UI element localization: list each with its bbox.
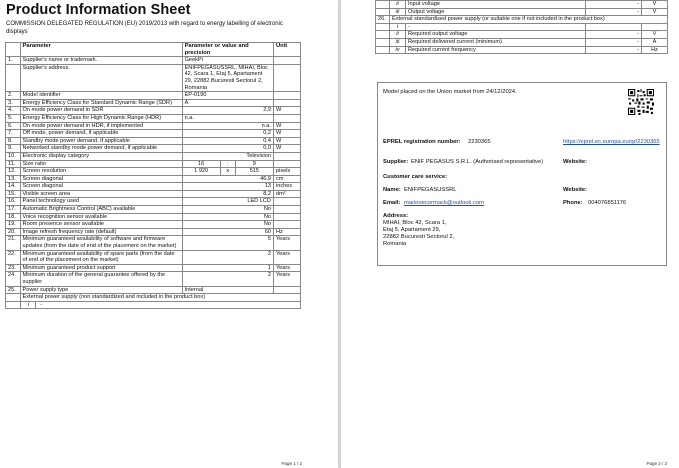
supplier-info-box (377, 82, 667, 266)
name-label: Name: (383, 187, 401, 193)
eprel-number: 2230365 (468, 139, 491, 145)
qr-code-icon[interactable] (628, 89, 654, 115)
table-row: 5. Energy Efficiency Class for High Dynamic Range (HDR) n.a. (6, 114, 301, 122)
table-row (6, 294, 301, 302)
table-row: 3. Energy Efficiency Class for Standard Dynamic Range (SDR) A (6, 99, 301, 107)
table-row: i - (6, 301, 301, 309)
name-value: ENIFPEGASUSSRL (404, 187, 457, 193)
table-row: 22. Minimum guaranteed availability of spare parts (from the date of end of the placement on the market) 2 Years (6, 250, 301, 264)
external-power-supply-text: External power supply (non standardized and included in the product box) (20, 294, 300, 302)
website2-label: Website: (563, 187, 588, 193)
table-row: 26. External standardised power supply (or suitable one if not included in the product box) (376, 16, 668, 24)
table-row: 4. On mode power demand in SDR 2,9 W (6, 107, 301, 115)
table-row: 13. Screen diagonal 46,9 cm (6, 175, 301, 183)
table-row: ii Input voltage - V (376, 1, 668, 9)
table-row: iv Required current frequency - Hz (376, 46, 668, 54)
page-footer: Page 2 / 2 (646, 461, 667, 466)
table-row: 19. Room presence sensor available No (6, 221, 301, 229)
table-row: 25. Power supply type Internal (6, 286, 301, 294)
table-row: 24. Minimum duration of the general guarantee offered by the supplier 2 Years (6, 272, 301, 286)
table-row: 8. Standby mode power demand, if applicable 0,4 W (6, 137, 301, 145)
table-row: 10. Electronic display category Television (6, 152, 301, 160)
eprel-link[interactable]: https://eprel.ec.europa.eu/qr/2230365 (563, 139, 660, 145)
table-row: 23. Minimum guaranteed product support 1 Years (6, 264, 301, 272)
table-row: 20. Image refresh frequency rate (default) 60 Hz (6, 228, 301, 236)
table-row: ii Required output voltage - V (376, 31, 668, 39)
website-label: Website: (563, 159, 588, 165)
power-supply-table (375, 0, 668, 54)
table-row: 1. Supplier's name or trademark. GeekPi (6, 57, 301, 65)
table-row: 16. Panel technology used LED LCD (6, 198, 301, 206)
header-value: Parameter or value and precision (182, 43, 273, 57)
table-row: 12. Screen resolution 1 920 x 515 pixels (6, 168, 301, 176)
regulation-text: COMMISSION DELEGATED REGULATION (EU) 2019/2013 with regard to energy labelling of electronic displays (6, 21, 283, 35)
table-row: 17. Automatic Brightness Control (ABC) available No (6, 206, 301, 214)
table-header-row (6, 43, 301, 57)
eprel-label: EPREL registration number: (383, 139, 461, 145)
customer-care-label: Customer care service: (383, 174, 448, 180)
email-label: Email: (383, 200, 401, 206)
page-title: Product Information Sheet (6, 2, 191, 18)
header-unit: Unit (273, 43, 300, 57)
table-row: Supplier's address. ENIFPEGASUSSRL, MIHAI, Bloc 42, Scara 1, Etaj 5, Apartament 29, 22882 Bucuresti Sectorul 2, Romania (6, 64, 301, 91)
email-link[interactable]: marinoecormack@outlook.com (404, 200, 484, 206)
phone-label: Phone: (563, 200, 583, 206)
phone-value: 004076851176 (588, 200, 627, 206)
supplier-value: ENIF PEGASUS S.R.L. (Authorised representative) (411, 159, 544, 165)
market-placement-text: Model placed on the Union market from 24/12/2024. (383, 89, 517, 95)
table-row: i - (376, 23, 668, 31)
address-label: Address: (383, 213, 409, 219)
table-row: 6. On mode power demand in HDR, if implemented n.a. W (6, 122, 301, 130)
table-row: iii Output voltage - V (376, 8, 668, 16)
address-block: MIHAI, Bloc 42, Scara 1, Etaj 5, Apartament 29, 22882 Bucuresti Sectorul 2, Romania (383, 220, 455, 247)
product-info-table (5, 42, 301, 309)
page-2 (341, 0, 679, 468)
table-row: iii Required delivered current (minimum) - A (376, 38, 668, 46)
supplier-label: Supplier: (383, 159, 409, 165)
page-footer: Page 1 / 2 (281, 461, 302, 466)
table-row: 11. Size ratio 16 : 9 (6, 160, 301, 168)
header-parameter: Parameter (20, 43, 182, 57)
page-1 (0, 0, 338, 468)
table-row: 18. Voice recognition sensor available No (6, 213, 301, 221)
table-row: 14. Screen diagonal 13 inches (6, 183, 301, 191)
table-row: 9. Networked standby mode power demand, if applicable 0,0 W (6, 145, 301, 153)
table-row: 21. Minimum guaranteed availability of software and firmware updates (from the date of end of the placement on the market) 5 Years (6, 236, 301, 250)
table-row: 15. Visible screen area 8,2 dm² (6, 190, 301, 198)
table-row: 2. Model identifier EP-0190 (6, 92, 301, 100)
table-row: 7. Off mode, power demand, if applicable 0,2 W (6, 130, 301, 138)
